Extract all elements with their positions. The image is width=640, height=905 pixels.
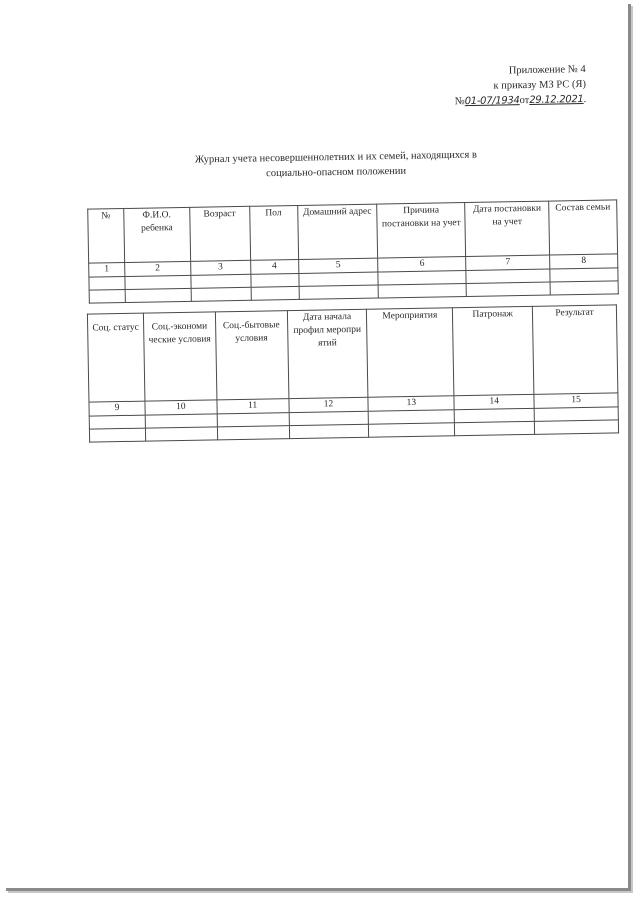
column-number: 4 [250, 259, 298, 274]
journal-title [156, 147, 516, 183]
order-date-prefix: от [519, 94, 530, 107]
appendix-block [455, 62, 587, 109]
empty-cell [191, 274, 251, 288]
order-number-prefix: № [455, 96, 466, 108]
empty-cell [550, 281, 618, 295]
appendix-line3: №01-07/1934от29.12.2021. [455, 93, 587, 108]
title-line2: социально-опасном положении [266, 165, 407, 180]
column-number: 5 [298, 258, 378, 273]
header-cell: Пол [249, 205, 298, 260]
appendix-line1: Приложение № 4 [509, 63, 587, 77]
empty-cell [89, 276, 125, 290]
column-number: 15 [534, 393, 618, 408]
document-page [6, 4, 631, 891]
column-number: 13 [368, 396, 454, 411]
column-number: 11 [217, 399, 289, 414]
header-cell: Домашний адрес [297, 204, 378, 259]
empty-cell [89, 289, 125, 303]
column-number: 8 [550, 254, 618, 269]
header-cell: Соц. статус [87, 313, 144, 402]
journal-table-1 [87, 199, 619, 303]
empty-cell [217, 426, 289, 440]
column-number: 3 [190, 260, 250, 275]
header-cell: Дата постановки на учет [465, 201, 550, 256]
header-cell: Патронаж [453, 306, 534, 395]
empty-cell [550, 268, 618, 282]
header-cell: Дата начала профил меропри ятий [287, 309, 368, 398]
empty-cell [369, 423, 455, 437]
empty-cell [466, 282, 550, 296]
empty-cell [145, 427, 217, 441]
empty-cell [89, 415, 145, 429]
column-number: 2 [125, 261, 191, 276]
journal-table-2 [87, 304, 619, 442]
title-line1: Журнал учета несовершеннолетних и их семей, находящихся в [194, 149, 478, 166]
header-cell: № [88, 208, 125, 263]
empty-cell [217, 413, 289, 427]
header-cell: Причина постановки на учет [377, 203, 466, 259]
empty-cell [378, 284, 466, 299]
empty-cell [289, 424, 369, 438]
empty-cell [89, 428, 145, 442]
header-cell: Ф.И.О. ребенка [124, 207, 191, 262]
column-number: 7 [466, 255, 550, 270]
empty-cell [251, 286, 299, 300]
header-cell: Возраст [189, 206, 250, 261]
appendix-line2: к приказу МЗ РС (Я) [493, 78, 587, 92]
table-header-row [87, 305, 617, 402]
table-header-row [88, 200, 618, 263]
column-number: 12 [289, 397, 369, 412]
header-cell: Соц.-бытовые условия [215, 311, 288, 400]
empty-cell [455, 421, 535, 435]
column-number: 14 [454, 394, 534, 409]
column-number: 6 [378, 257, 466, 273]
column-number: 1 [89, 262, 125, 277]
empty-cell [299, 285, 379, 299]
order-number: 01-07/1934 [465, 95, 521, 108]
empty-cell [125, 288, 191, 302]
header-cell: Мероприятия [367, 308, 454, 397]
header-cell: Состав семьи [549, 200, 618, 255]
empty-cell [125, 275, 191, 289]
empty-cell [534, 420, 618, 434]
column-number: 10 [145, 400, 217, 415]
empty-cell [145, 414, 217, 428]
header-cell: Соц.-экономи ческие условия [143, 312, 216, 401]
empty-cell [251, 273, 299, 287]
header-cell: Результат [532, 305, 617, 394]
empty-cell [191, 287, 251, 301]
order-date: 29.12.2021 [529, 94, 585, 106]
column-number: 9 [89, 401, 145, 416]
